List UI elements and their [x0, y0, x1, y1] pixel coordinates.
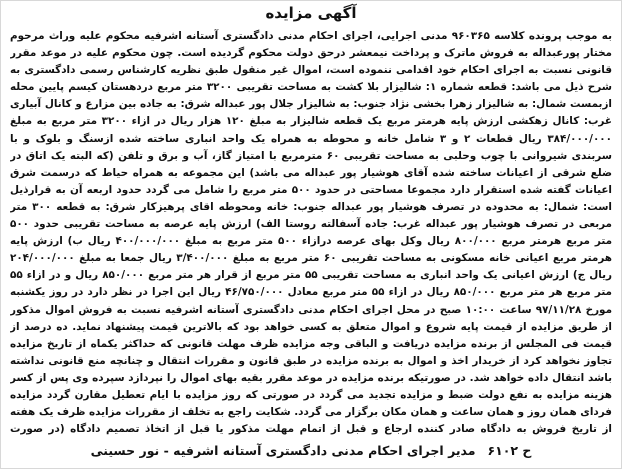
notice-footer [29, 443, 593, 463]
notice-body: به موجب پرونده کلاسه ۹۶۰۳۶۵ مدنی اجرایی، اجرای احکام مدنی دادگستری آستانه اشرفیه محکوم علیه وراث مرحوم مختار پورعبداله به فروش ماترک و پرداخت نیمعشر درحق دولت محکوم گردیده است. چون محکوم علیه در موعد مقرر قانونی نسبت به اجرای احکام خود اقدامی ننموده است، اموال غیر منقول طبق نظریه کارشناس رسمی دادگستری به شرح ذیل می باشد: قطعه شماره ۱: شالیزار بلا کشت به مساحت تقریبی ۳۲۰۰ متر مربع دردهستان کیسم پایین محله ازبمست شمال: به شالیزار زهرا بخشی نژاد جنوب: به شالیزار جلال پور عبداله شرق: به جاده بین مزارع و کانال آبیاری غرب: کانال زهکشی ارزش پایه هرمتر مربع یک قطعه شالیزار به مبلغ ۱۲۰ هزار ریال در ازاء ۳۲۰۰ متر مربع به مبلغ ۳۸۴/۰۰۰/۰۰۰ ریال قطعات ۲ و ۳ شامل خانه و محوطه به همراه یک واحد انباری ساخته شده ازسنگ و بلوک و با سربندی شیروانی با چوب وحلبی به مساحت تقریبی ۶۰ مترمربع با امتیاز گاز، آب و برق و تلفن (که البته یک اتاق در ضلع شرقی از اعیانات ساخته شده آقای هوشیار پور عبداله می باشد) این مجموعه به همراه حیاط که درسمت شرق اعیانات گفته شده استقرار دارد مجموعا مساحتی در حدود ۵۰۰ متر مربع را شامل می گردد حدود اربعه آن به قرارذیل است: شمال: به محدوده در تصرف هوشیار پور عبداله جنوب: خانه ومحوطه اقای پرهیزکار شرق: به قطعه ۳۰۰ متر مربعی در تصرف هوشیار پور عبداله غرب: جاده آسفالته روستا الف) ارزش پایه عرصه به مساحت تقریبی حدود ۵۰۰ متر مربع هرمتر مربع ۸۰۰/۰۰۰ ریال وکل بهای عرصه درازاء ۵۰۰ متر مربع به مبلغ ۴۰۰/۰۰۰/۰۰۰ ریال ب) ارزش پایه هرمتر مربع اعیانی خانه مسکونی به مساحت تقریبی ۶۰ متر مربع به مبلغ ۳/۴۰۰/۰۰۰ ریال جمعا به مبلغ ۲۰۴/۰۰۰/۰۰۰ ریال ج) ارزش اعیانی یک واحد انباری به مساحت تقریبی ۵۵ متر مربع از قرار هر متر مربع ۸۵۰/۰۰۰ ریال و در ازاء ۵۵ متر مربع هر متر مربع ۸۵۰/۰۰۰ ریال در ازاء ۵۵ متر مربع معادل ۴۶/۷۵۰/۰۰۰ ریال این اجرا در نظر دارد در روز یکشنبه مورخ ۹۷/۱۱/۲۸ ساعت ۱۰:۰۰ صبح در محل اجرای احکام مدنی دادگستری آستانه اشرفیه نسبت به فروش اموال مذکور از طریق مزایده از قیمت پایه شروع و اموال متعلق به کسی خواهد بود که بالاترین قیمت پیشنهاد نماید. ده درصد از قیمت فی المجلس از برنده مزایده دریافت و الباقی وجه مزایده ظرف مهلت قانونی که حداکثر یکماه از تاریخ مزایده تجاوز نخواهد کرد از خریدار اخذ و اموال به برنده مزایده در طبق قانون و مقررات انتقال و چنانچه منع قانونی نداشته باشد انتقال داده خواهد شد. در صورتیکه برنده مزایده در موعد مقرر بقیه بهای اموال را نپردازد سپرده وی پس از کسر هزینه مزایده به نفع دولت ضبط و مزایده تجدید می گردد در صورتی که روز مزایده با ایام تعطیل مقارن گردد مزایده فردای همان روز و همان ساعت و همان مکان برگزار می گردد. شکایت راجع به تخلف از مقررات مزایده ظرف یک هفته از تاریخ فروش به دادگاه صادر کننده ارجاع و قبل از اتمام مهلت مذکور یا قبل از اتخاذ تصمیم دادگاه (در صورت [10, 30, 612, 436]
notice-code: ح ۶۱۰۲ [487, 443, 532, 458]
notice-signature: مدیر اجرای احکام مدنی دادگستری آستانه اشرفیه - نور حسینی [90, 443, 476, 458]
notice-title: آگهی مزایده [265, 4, 357, 22]
